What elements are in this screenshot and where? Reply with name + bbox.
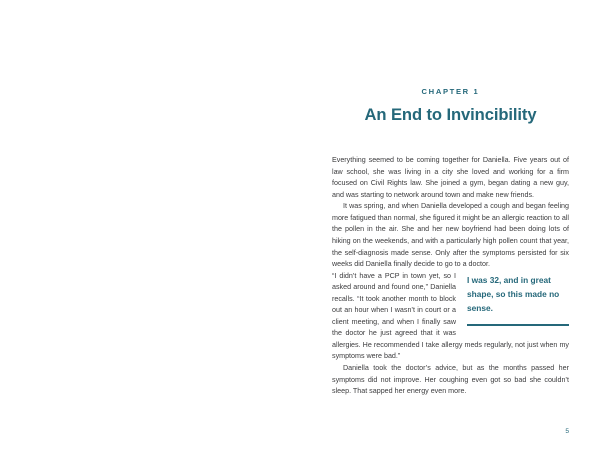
page-title: An End to Invincibility <box>364 104 537 124</box>
page-text-block <box>332 88 569 398</box>
pull-quote-rule <box>467 324 569 326</box>
body-copy <box>332 155 569 397</box>
page-number: 5 <box>565 428 569 436</box>
paragraph-3: “I didn’t have a PCP in town yet, so I asked around and found one,” Daniella recalls. “It took another month to block out an hour when I wasn’t in court or a client meeting, and when I finally saw the doctor he just agreed that it was allergies. He recommended I take allergy meds regularly, not just when my symptoms were bad.” <box>332 271 569 361</box>
pull-quote <box>467 273 569 327</box>
paragraph-2: It was spring, and when Daniella developed a cough and began feeling more fatigued than normal, she figured it might be an allergic reaction to all the pollen in the air. She and her new boyfriend had been doing lots of hiking on the weekends, and with a particularly high pollen count that year, the self-diagnosis made sense. Only after the symptoms persisted for six weeks did Daniella finally decide to go to a doctor. <box>332 202 569 269</box>
pull-quote-text: I was 32, and in great shape, so this made no sense. <box>467 274 560 314</box>
paragraph-4: Daniella took the doctor’s advice, but as the months passed her symptoms did not improve. Her coughing even got so bad she couldn’t sleep. That sapped her energy even more. <box>332 364 569 396</box>
chapter-eyebrow: CHAPTER 1 <box>421 87 480 96</box>
paragraph-1: Everything seemed to be coming together for Daniella. Five years out of law school, she was living in a city she loved and working for a firm focused on Civil Rights law. She joined a gym, began dating a new guy, and was starting to network around town and make new friends. <box>332 156 569 199</box>
page-right-content <box>300 0 600 460</box>
